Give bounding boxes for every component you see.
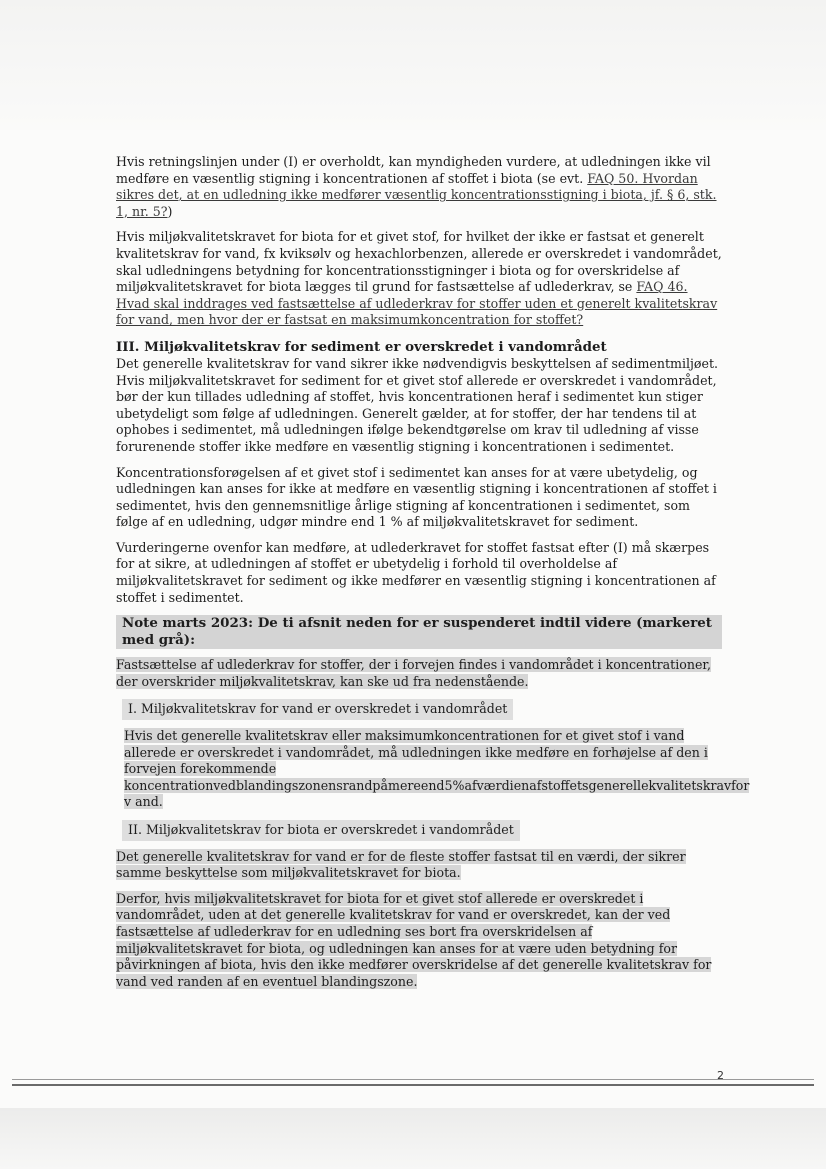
page-number: 2 <box>717 1069 724 1082</box>
paragraph-sediment-intro: Det generelle kvalitetskrav for vand sikrer ikke nødvendigvis beskyttelsen af sedimentmiljøet. Hvis miljøkvalitetskravet for sediment for et givet stof allerede er overskredet i vandområdet, bør der kun tillades udledning af stoffet, hvis koncentrationen heraf i sedimentet kun stiger ubetydeligt som følge af udledningen. Generelt gælder, at for stoffer, der har tendens til at ophobes i sedimentet, må udledningen ifølge bekendtgørelse om krav til udledning af visse forurenende stoffer ikke medføre en væsentlig stigning i koncentrationen i sedimentet. <box>116 355 719 454</box>
document-body <box>116 154 750 999</box>
subheading-biota-exceeded: II. Miljøkvalitetskrav for biota er overskredet i vandområdet <box>122 820 520 841</box>
paragraph-biota-exceeded <box>116 229 722 329</box>
paragraph-biota-disregard <box>116 891 722 991</box>
paragraph-biota-protection <box>116 849 722 882</box>
highlighted-text: Fastsættelse af udlederkrav for stoffer, der i forvejen findes i vandområdet i koncentrationer, der overskrider miljøkvalitetskrav, kan ske ud fra nedenstående. <box>116 657 712 689</box>
paragraph-text: Hvis miljøkvalitetskravet for biota for et givet stof, for hvilket der ikke er fastsat et generelt kvalitetskrav for vand, fx kviksølv og hexachlorbenzen, allerede er overskredet i vandområdet, skal udledningens betydning for koncentrationsstigninger i biota og for overskridelse af miljøkvalitetskravet for biota lægges til grund for fastsættelse af udlederkrav, se <box>116 229 722 295</box>
paragraph-biota-guideline <box>116 154 722 220</box>
highlighted-text: Hvis det generelle kvalitetskrav eller maksimumkoncentrationen for et givet stof i vand allerede er overskredet i vandområdet, må udledningen ikke medføre en forhøjelse af den i forvejen forekommende koncentrationvedblandingszonensrandpåmereend5%afværdienafstoffetsgenerellekvalitetskravfor v and. <box>124 728 750 810</box>
footer-rule-thick <box>12 1084 814 1086</box>
paragraph-text: Hvis retningslinjen under (I) er overholdt, kan myndigheden vurdere, at udledningen ikke vil medføre en væsentlig stigning i koncentrationen af stoffet i biota (se evt. <box>116 154 711 186</box>
scan-margin-bottom <box>0 1108 826 1169</box>
page-footer <box>12 1071 814 1101</box>
paragraph-end: ) <box>167 203 173 219</box>
highlighted-text: Derfor, hvis miljøkvalitetskravet for biota for et givet stof allerede er overskredet i vandområdet, uden at det generelle kvalitetskrav for vand er overskredet, kan der ved fastsættelse af udlederkrav for en udledning ses bort fra overskridelsen af miljøkvalitetskravet for biota, og udledningen kan anses for at være uden betydning for påvirkningen af biota, hvis den ikke medfører overskridelse af det generelle kvalitetskrav for vand ved randen af en eventuel blandingszone. <box>116 890 712 989</box>
footer-rule <box>12 1079 814 1080</box>
paragraph-sediment-increase: Koncentrationsforøgelsen af et givet stof i sedimentet kan anses for at være ubetydelig, og udledningen kan anses for ikke at medføre en væsentlig stigning i koncentrationen af stoffet i sedimentet, hvis den gennemsnitlige årlige stigning af koncentrationen i sedimentet, som følge af en udledning, udgør mindre end 1 % af miljøkvalitetskravet for sediment. <box>116 464 717 530</box>
subheading-water-exceeded: I. Miljøkvalitetskrav for vand er overskredet i vandområdet <box>122 699 513 720</box>
highlighted-text: Det generelle kvalitetskrav for vand er for de fleste stoffer fastsat til en værdi, der sikrer samme beskyttelse som miljøkvalitetskravet for biota. <box>116 848 686 881</box>
scan-margin-top <box>0 0 826 130</box>
paragraph-sediment-assessment: Vurderingerne ovenfor kan medføre, at udlederkravet for stoffet fastsat efter (I) må skærpes for at sikre, at udledningen af stoffet er ubetydelig i forhold til overholdelse af miljøkvalitetskravet for sediment og ikke medfører en væsentlig stigning i koncentrationen af stoffet i sedimentet. <box>116 539 716 605</box>
faq-50-link[interactable]: FAQ 50. Hvordan sikres det, at en udledning ikke medfører væsentlig koncentrationsstigning i biota, jf. § 6, stk. 1, nr. 5? <box>116 170 717 219</box>
suspension-note: Note marts 2023: De ti afsnit neden for er suspenderet indtil videre (markeret med grå): <box>116 615 722 649</box>
paragraph-suspended-intro <box>116 657 722 690</box>
faq-46-link[interactable]: FAQ 46. Hvad skal inddrages ved fastsættelse af udlederkrav for stoffer uden et generelt kvalitetskrav for vand, men hvor der er fastsat en maksimumkoncentration for stoffet? <box>116 279 718 328</box>
section-heading-sediment: III. Miljøkvalitetskrav for sediment er overskredet i vandområdet <box>116 338 607 355</box>
paragraph-water-exceeded <box>124 728 750 811</box>
